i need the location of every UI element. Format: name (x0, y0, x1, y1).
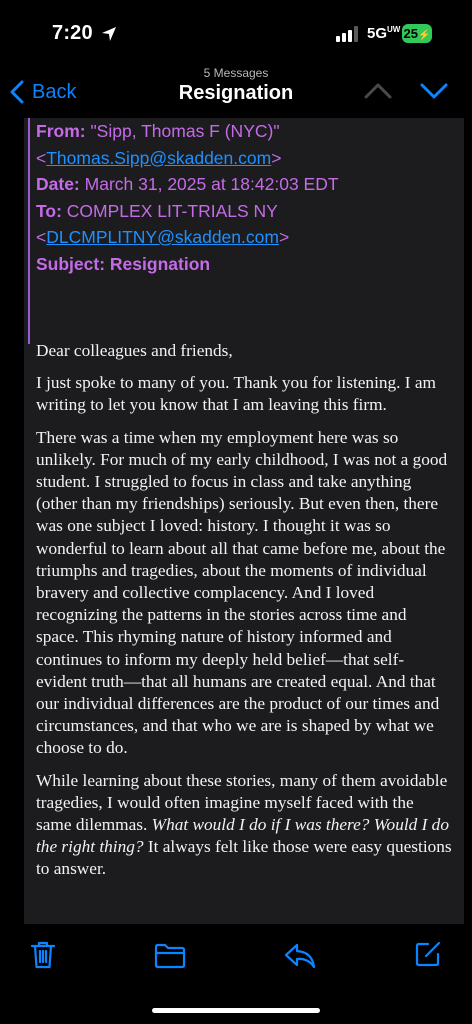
charging-bolt-icon: ⚡ (418, 30, 431, 41)
folder-icon[interactable] (154, 943, 186, 969)
status-bar (0, 0, 472, 70)
previous-message-chevron-up-icon[interactable] (364, 82, 392, 100)
forwarded-header (28, 118, 456, 344)
from-email-line: <Thomas.Sipp@skadden.com> (36, 147, 282, 168)
to-email-line: <DLCMPLITNY@skadden.com> (36, 227, 290, 247)
battery-level: 25 (403, 26, 418, 41)
message-text (36, 340, 452, 891)
from-line: From: "Sipp, Thomas F (NYC)" (36, 121, 280, 141)
paragraph-4: While learning about these stories, many of them avoidable tragedies, I would often imagine myself faced with the same dilemmas. What would I do if I was there? Would I do the right thing? It always felt like those were easy questions to answer. (36, 770, 452, 879)
trash-icon[interactable] (30, 940, 56, 970)
paragraph-2: I just spoke to many of you. Thank you for listening. I am writing to let you know that I am leaving this firm. (36, 373, 436, 415)
navigation-bar (0, 62, 472, 118)
battery-indicator (402, 24, 432, 43)
message-body (24, 118, 464, 924)
paragraph-4-italic: What would I do if I was there? Would I do the right thing? (36, 815, 449, 857)
home-indicator[interactable] (152, 1008, 320, 1013)
network-type: $5G^{UW}$ (367, 25, 401, 42)
back-label: Back (32, 80, 77, 103)
subject-value: Resignation (109, 253, 211, 274)
subject-line: Subject: Resignation (36, 253, 211, 274)
compose-icon[interactable] (414, 940, 442, 968)
status-time: 7:20 (52, 22, 93, 44)
thread-title: Resignation (178, 82, 294, 104)
greeting-paragraph: Dear colleagues and friends, (36, 341, 233, 360)
message-count: 5 Messages (203, 66, 269, 80)
location-arrow-icon (101, 26, 117, 42)
paragraph-3: There was a time when my employment here was so unlikely. For much of my early childhood, I was not a good student. I struggled to focus in class and take anything (other than my friendships) seriously. But even then, there was one subject I loved: history. I thought it was so wonderful to learn about all that came before me, about the triumphs and tragedies, about the moments of individual bravery and collective complacency. And I loved recognizing the patterns in the stories across time and space. This rhyming nature of history informed and continues to inform my deeply held belief—that self-evident truth—that all humans are created equal. And that our individual differences are the product of our times and circumstances, and that who we are is shaped by what we choose to do. (36, 427, 448, 758)
from-name: "Sipp, Thomas F (NYC)" (90, 121, 280, 141)
reply-icon[interactable] (284, 943, 316, 969)
network-sup: UW (387, 25, 401, 34)
date-value: March 31, 2025 at 18:42:03 EDT (84, 174, 339, 194)
date-line: Date: March 31, 2025 at 18:42:03 EDT (36, 174, 339, 194)
to-name: COMPLEX LIT-TRIALS NY (66, 200, 278, 221)
to-line: To: COMPLEX LIT-TRIALS NY (36, 200, 278, 221)
next-message-chevron-down-icon[interactable] (420, 82, 448, 100)
signal-bars-icon (336, 26, 362, 42)
to-email-link[interactable]: DLCMPLITNY@skadden.com (46, 227, 279, 247)
from-email-link[interactable]: Thomas.Sipp@skadden.com (46, 147, 272, 168)
